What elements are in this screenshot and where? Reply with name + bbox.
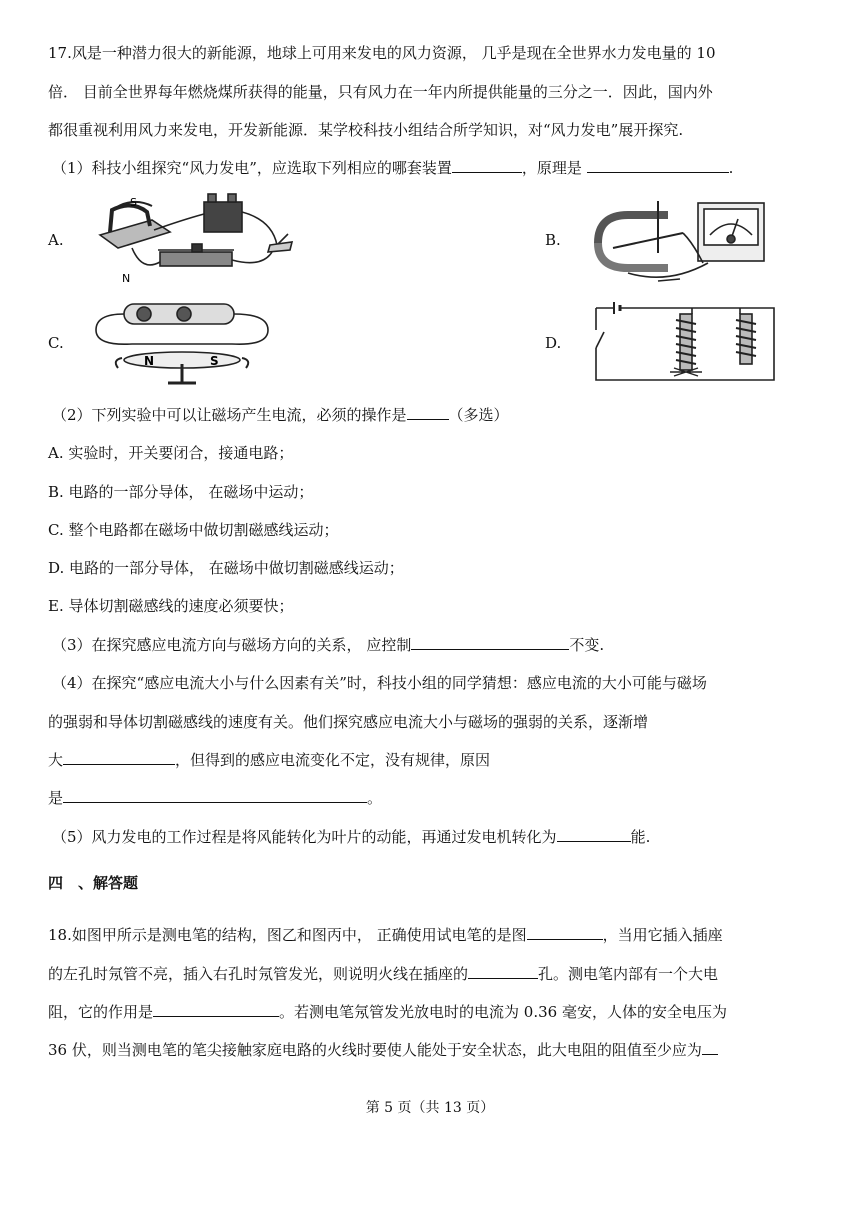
q18-line-2 xyxy=(48,964,718,984)
option-d-label: D. xyxy=(545,334,562,352)
q18-text-c: 的左孔时氖管不亮，插入右孔时氖管发光，则说明火线在插座的 xyxy=(48,965,469,983)
q17-part1-text-b: ，原理是 xyxy=(521,159,587,177)
q17-choice-d: D. 电路的一部分导体， 在磁场中做切割磁感线运动； xyxy=(48,559,404,577)
q18-text-g: 36 伏，则当测电笔的笔尖接触家庭电路的火线时要使人能处于安全状态，此大电阻的阻值至少应为 xyxy=(48,1041,702,1059)
q17-part1-blank-2[interactable] xyxy=(587,158,729,173)
q17-part4-text-b: ，但得到的感应电流变化不定，没有规律，原因 xyxy=(175,751,491,769)
option-c-label: C. xyxy=(48,334,64,352)
q17-part3-text-b: 不变. xyxy=(569,636,605,654)
q18-line-4 xyxy=(48,1040,718,1060)
q17-intro-line-1: 17.风是一种潜力很大的新能源，地球上可用来发电的风力资源， 几乎是现在全世界水力发电量的 10 xyxy=(48,44,716,62)
figure-a-motor-apparatus xyxy=(92,190,302,285)
q18-blank-4[interactable] xyxy=(702,1040,718,1055)
q17-part1-text-c: . xyxy=(728,159,734,177)
option-b-label: B. xyxy=(545,231,561,249)
q17-part5 xyxy=(52,827,650,847)
q17-intro-line-3: 都很重视利用风力来发电，开发新能源．某学校科技小组结合所学知识，对“风力发电”展开探究. xyxy=(48,121,684,139)
figure-c-oersted-apparatus xyxy=(92,298,272,388)
q18-text-f: 。若测电笔氖管发光放电时的电流为 0.36 毫安，人体的安全电压为 xyxy=(279,1003,727,1021)
q17-part4-line-4 xyxy=(48,788,382,808)
q17-part5-text-a: （5）风力发电的工作过程是将风能转化为叶片的动能，再通过发电机转化为 xyxy=(52,828,557,846)
q17-part1 xyxy=(52,158,733,178)
q17-part2 xyxy=(52,405,509,425)
q17-part4-text-c: 是 xyxy=(48,789,64,807)
figure-d-electromagnet-circuit xyxy=(594,300,779,384)
q17-part5-text-b: 能. xyxy=(630,828,651,846)
figure-c-s-label: S xyxy=(210,354,219,368)
q17-part4-blank-2[interactable] xyxy=(63,788,367,803)
q17-part2-text-a: （2）下列实验中可以让磁场产生电流，必须的操作是 xyxy=(52,406,407,424)
option-a-label: A. xyxy=(48,231,64,249)
q17-part3-blank[interactable] xyxy=(411,635,569,650)
q18-blank-3[interactable] xyxy=(153,1002,279,1017)
q17-part2-text-b: （多选） xyxy=(448,406,509,424)
q18-text-e: 阻，它的作用是 xyxy=(48,1003,154,1021)
q18-blank-2[interactable] xyxy=(468,964,538,979)
q17-part4-line-1: （4）在探究“感应电流大小与什么因素有关”时，科技小组的同学猜想：感应电流的大小可能与磁场 xyxy=(52,674,707,692)
q17-choice-a: A. 实验时，开关要闭合，接通电路； xyxy=(48,444,294,462)
figure-c-n-label: N xyxy=(144,354,155,368)
q17-part4-line-2: 的强弱和导体切割磁感线的速度有关。他们探究感应电流大小与磁场的强弱的关系，逐渐增 xyxy=(48,713,649,731)
q17-part4-line-3 xyxy=(48,750,490,770)
figure-b-generator-galvanometer xyxy=(588,193,773,293)
q17-choice-c: C. 整个电路都在磁场中做切割磁感线运动； xyxy=(48,521,339,539)
figure-a-s-label: S xyxy=(130,196,137,209)
q17-choice-e: E. 导体切割磁感线的速度必须要快； xyxy=(48,597,294,615)
q17-part4-text-d: 。 xyxy=(367,789,383,807)
figure-a-n-label: N xyxy=(122,272,131,285)
section-heading: 四 、解答题 xyxy=(48,874,139,892)
q17-part3 xyxy=(52,635,604,655)
q18-text-d: 孔。测电笔内部有一个大电 xyxy=(538,965,719,983)
q18-line-1 xyxy=(48,925,723,945)
q17-choice-b: B. 电路的一部分导体， 在磁场中运动； xyxy=(48,483,314,501)
page-footer: 第 5 页（共 13 页） xyxy=(365,1100,495,1116)
q17-part3-text-a: （3）在探究感应电流方向与磁场方向的关系， 应控制 xyxy=(52,636,412,654)
q18-line-3 xyxy=(48,1002,727,1022)
q18-text-b: ，当用它插入插座 xyxy=(602,926,723,944)
q17-part1-text-a: （1）科技小组探究“风力发电”，应选取下列相应的哪套装置 xyxy=(52,159,452,177)
q18-blank-1[interactable] xyxy=(527,925,603,940)
q17-part4-blank-1[interactable] xyxy=(63,750,175,765)
q17-part5-blank[interactable] xyxy=(557,827,631,842)
q17-part1-blank-1[interactable] xyxy=(452,158,522,173)
q17-part4-text-a: 大 xyxy=(48,751,64,769)
q18-text-a: 18.如图甲所示是测电笔的结构，图乙和图丙中， 正确使用试电笔的是图 xyxy=(48,926,527,944)
q17-intro-line-2: 倍． 目前全世界每年燃烧煤所获得的能量，只有风力在一年内所提供能量的三分之一．因此，国内外 xyxy=(48,83,713,101)
q17-part2-blank[interactable] xyxy=(407,405,449,420)
